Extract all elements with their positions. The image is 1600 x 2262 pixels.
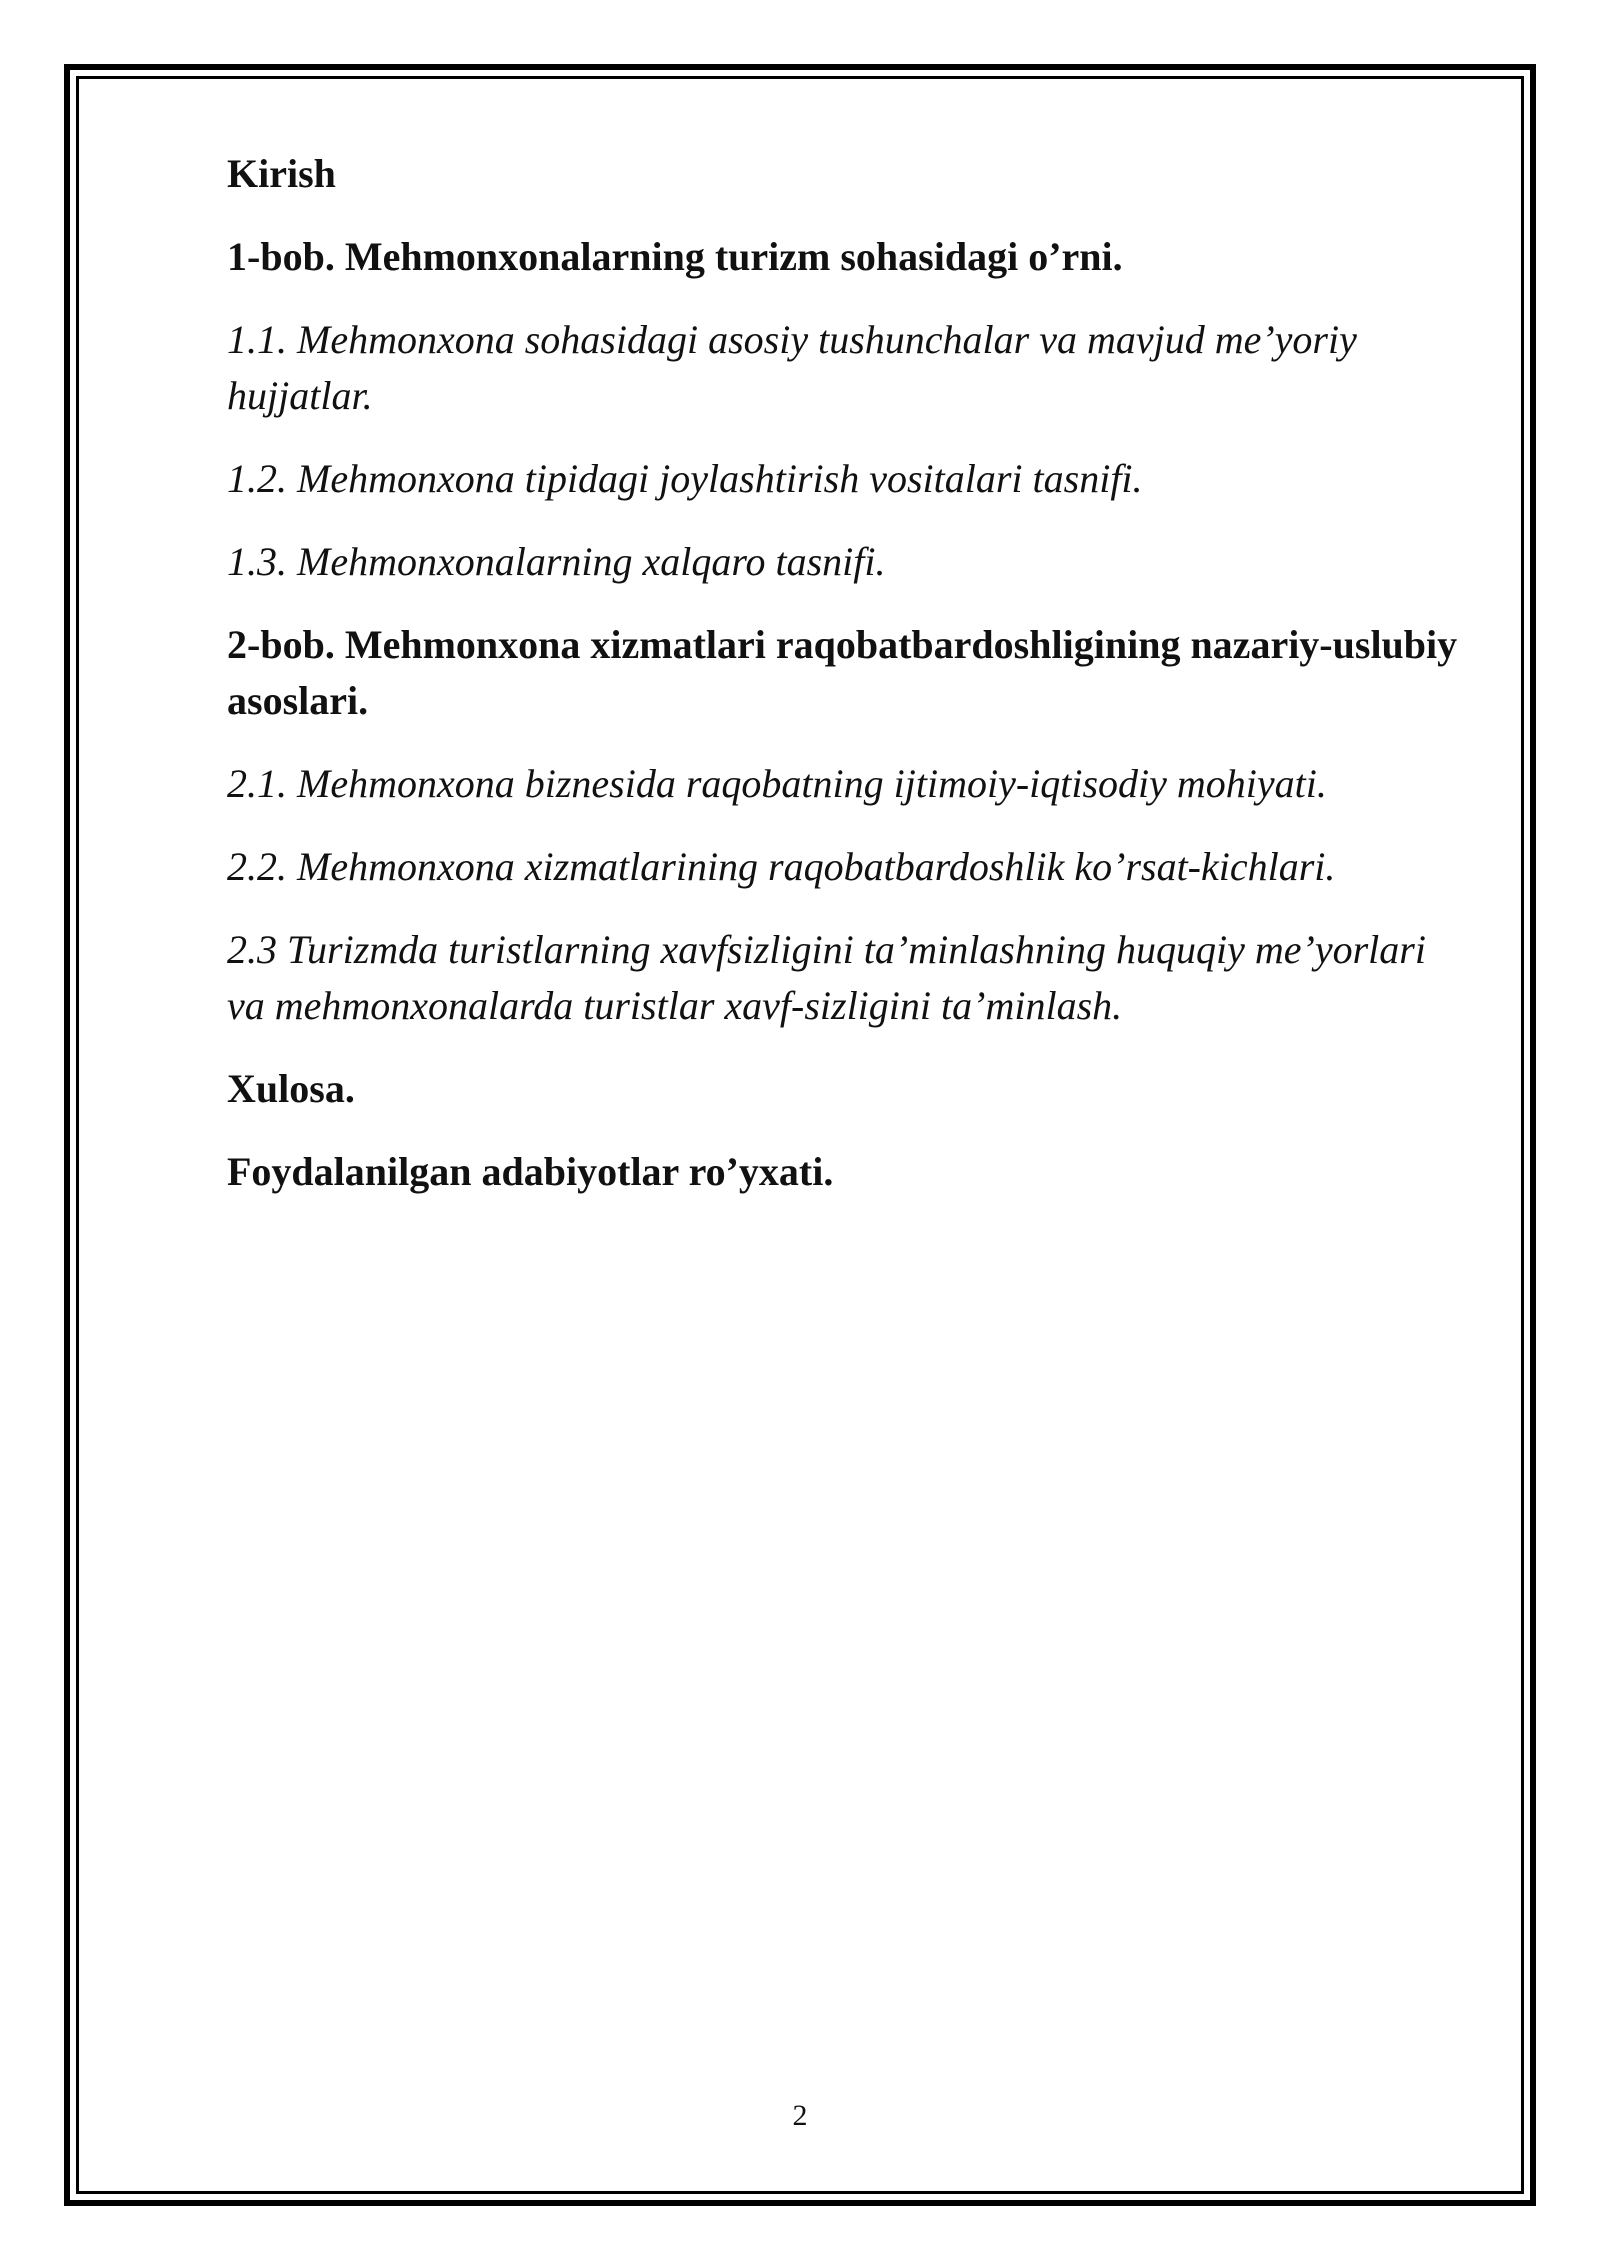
toc-chapter-2-title: 2-bob. Mehmonxona xizmatlari raqobatbardoshligining nazariy-uslubiy asoslari. [227,622,1458,723]
toc-section-1-2: 1.2. Mehmonxona tipidagi joylashtirish vositalari tasnifi. [227,456,1143,501]
page-number: 2 [792,2099,808,2132]
table-of-contents [227,146,1467,1227]
toc-section-1-3: 1.3. Mehmonxonalarning xalqaro tasnifi. [227,539,886,584]
toc-chapter-1-title: 1-bob. Mehmonxonalarning turizm sohasidagi o’rni. [227,234,1123,279]
toc-section-2-2: 2.2. Mehmonxona xizmatlarining raqobatbardoshlik ko’rsat-kichlari. [227,844,1336,889]
toc-section-1-1: 1.1. Mehmonxona sohasidagi asosiy tushunchalar va mavjud me’yoriy hujjatlar. [227,317,1357,418]
toc-section-2-3: 2.3 Turizmda turistlarning xavfsizligini ta’minlashning huquqiy me’yorlari va mehmonxonalarda turistlar xavf-sizligini ta’minlash. [227,927,1426,1028]
toc-conclusion: Xulosa. [227,1066,355,1111]
toc-section-2-1: 2.1. Mehmonxona biznesida raqobatning ijtimoiy-iqtisodiy mohiyati. [227,761,1327,806]
toc-intro: Kirish [227,151,336,196]
toc-references: Foydalanilgan adabiyotlar ro’yxati. [227,1149,834,1194]
